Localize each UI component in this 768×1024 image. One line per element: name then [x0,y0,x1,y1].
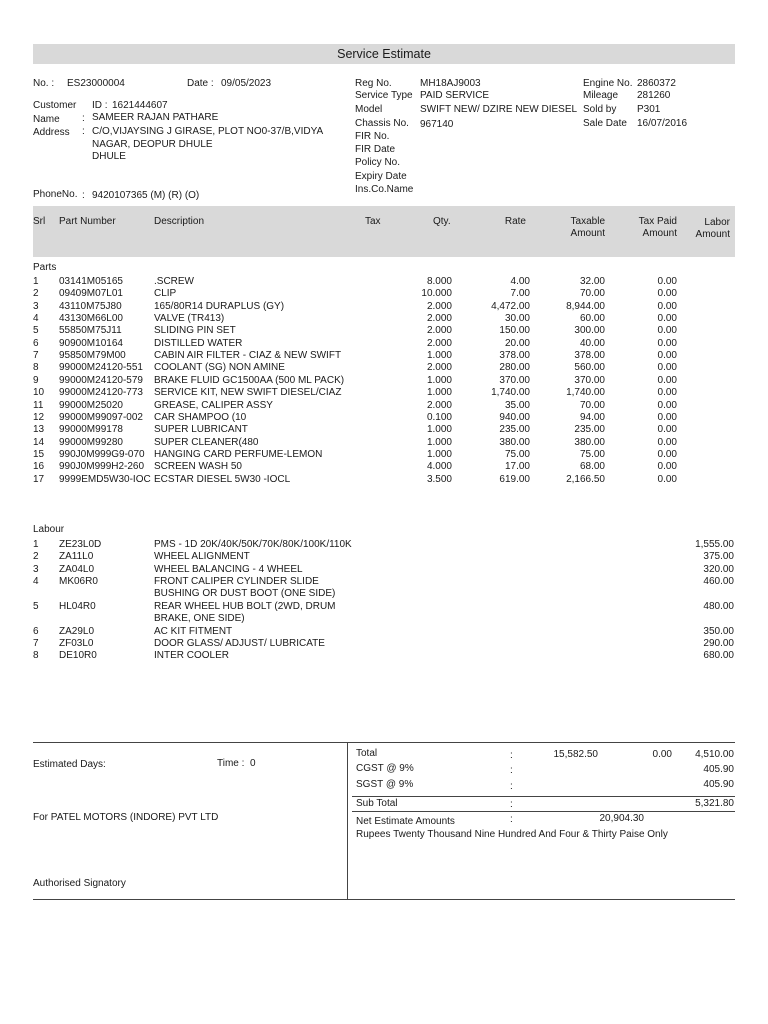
sale-date-label: Sale Date [583,118,627,129]
row-qty: 1.000 [426,374,452,386]
row-taxable: 40.00 [579,337,605,349]
customer-id-label: ID : [92,100,108,111]
row-taxable: 94.00 [579,411,605,423]
row-taxpaid: 0.00 [657,350,677,362]
row-taxpaid: 0.00 [657,461,677,473]
cgst-label: CGST @ 9% [356,763,414,774]
row-srl: 4 [33,576,39,587]
date-value: 09/05/2023 [221,78,272,89]
estimate-no-label: No. : [33,78,55,89]
table-row [0,338,768,350]
row-labor-amount: 290.00 [703,638,734,649]
phone-colon: : [82,190,85,201]
total-taxpaid: 0.00 [652,749,672,760]
total-label: Total [356,748,378,759]
row-part-number: 99000M99280 [59,436,123,448]
row-taxable: 75.00 [579,448,605,460]
row-taxpaid: 0.00 [657,313,677,325]
sgst-label: SGST @ 9% [356,779,414,790]
row-qty: 2.000 [426,300,452,312]
cgst-value: 405.90 [703,764,734,775]
labour-row [0,576,768,600]
table-row [0,424,768,436]
footer-bottom-rule [33,899,735,900]
row-taxable: 370.00 [574,374,605,386]
row-part-number: 95850M79M00 [59,350,126,362]
service-type-label: Service Type [355,90,413,101]
address-label: Address [33,127,70,138]
chassis-value: 967140 [420,119,454,130]
row-srl: 4 [33,313,39,325]
fir-no-label: FIR No. [355,131,390,142]
row-taxable: 560.00 [574,362,605,374]
row-description: SLIDING PIN SET [154,325,236,337]
row-part-number: 990J0M999H2-260 [59,461,145,473]
row-description: CAR SHAMPOO (10 [154,411,247,423]
row-srl: 14 [33,436,45,448]
row-rate: 4,472.00 [491,300,530,312]
time-value: 0 [250,758,256,769]
ins-co-label: Ins.Co.Name [355,184,414,195]
address-line-3: DHULE [92,151,126,162]
labour-row [0,638,768,650]
row-taxable: 32.00 [579,276,605,287]
row-srl: 9 [33,374,39,386]
col-taxpaid-2: Amount [642,228,677,239]
table-row [0,350,768,362]
row-taxpaid: 0.00 [657,288,677,300]
row-code: ZA11L0 [59,551,94,562]
row-labor-amount: 375.00 [703,551,734,562]
row-part-number: 990J0M999G9-070 [59,448,145,460]
row-taxable: 70.00 [579,399,605,411]
row-srl: 10 [33,387,45,399]
row-rate: 235.00 [499,424,530,436]
row-part-number: 03141M05165 [59,276,123,287]
labour-section-label: Labour [33,524,65,535]
table-row [0,437,768,449]
table-row [0,288,768,300]
row-qty: 2.000 [426,313,452,325]
row-rate: 4.00 [510,276,530,287]
row-taxpaid: 0.00 [657,399,677,411]
row-description: INTER COOLER [154,650,230,661]
row-taxable: 68.00 [579,461,605,473]
row-taxable: 70.00 [579,288,605,300]
row-rate: 17.00 [504,461,530,473]
time-label: Time : [217,758,245,769]
row-srl: 8 [33,362,39,374]
row-description: WHEEL ALIGNMENT [154,551,250,562]
row-taxpaid: 0.00 [657,473,677,485]
reg-no-value: MH18AJ9003 [420,78,481,89]
row-srl: 8 [33,650,39,661]
model-value: SWIFT NEW/ DZIRE NEW DIESEL [420,104,578,115]
row-rate: 75.00 [504,448,530,460]
row-rate: 378.00 [499,350,530,362]
customer-id-value: 1621444607 [112,100,168,111]
sgst-colon: : [510,781,513,792]
row-srl: 3 [33,564,39,575]
row-code: DE10R0 [59,650,97,661]
table-row [0,362,768,374]
row-description: SUPER LUBRICANT [154,424,248,436]
table-row [0,325,768,337]
row-description: CABIN AIR FILTER - CIAZ & NEW SWIFT [154,350,342,362]
row-description: CLIP [154,288,177,300]
phone-value: 9420107365 (M) (R) (O) [92,190,200,201]
footer-divider [347,742,348,900]
col-part-number: Part Number [59,216,116,227]
row-qty: 8.000 [426,276,452,287]
row-srl: 7 [33,638,39,649]
row-srl: 7 [33,350,39,362]
row-description-line-2: BRAKE, ONE SIDE) [154,613,245,624]
row-taxpaid: 0.00 [657,276,677,287]
address-colon: : [82,126,85,137]
labour-row [0,551,768,563]
row-part-number: 99000M24120-579 [59,374,143,386]
table-row [0,276,768,288]
row-part-number: 55850M75J11 [59,325,122,337]
subtotal-rule-top [352,796,735,797]
labour-row [0,650,768,662]
row-taxpaid: 0.00 [657,436,677,448]
col-taxable-2: Amount [570,228,605,239]
estimate-no-value: ES23000004 [67,78,125,89]
row-qty: 1.000 [426,436,452,448]
row-qty: 2.000 [426,337,452,349]
chassis-label: Chassis No. [355,118,409,129]
row-srl: 11 [33,399,44,411]
row-description: DISTILLED WATER [154,337,243,349]
col-description: Description [154,216,205,227]
row-qty: 4.000 [426,461,452,473]
mileage-value: 281260 [637,90,671,101]
customer-label: Customer [33,100,77,111]
row-taxable: 378.00 [574,350,605,362]
row-taxpaid: 0.00 [657,374,677,386]
table-row [0,474,768,486]
row-rate: 370.00 [499,374,530,386]
row-qty: 10.000 [421,288,452,300]
row-description: AC KIT FITMENT [154,626,233,637]
sale-date-value: 16/07/2016 [637,118,688,129]
service-type-value: PAID SERVICE [420,90,490,101]
address-line-1: C/O,VIJAYSING J GIRASE, PLOT NO0-37/B,VIDYA [92,126,324,137]
sgst-value: 405.90 [703,779,734,790]
col-taxpaid-1: Tax Paid [638,216,677,227]
row-srl: 13 [33,424,45,436]
row-srl: 17 [33,473,45,485]
row-srl: 2 [33,551,39,562]
subtotal-colon: : [510,799,513,810]
row-description: REAR WHEEL HUB BOLT (2WD, DRUM [154,601,336,612]
row-labor-amount: 480.00 [703,601,734,612]
row-description: .SCREW [154,276,194,287]
row-part-number: 9999EMD5W30-IOC [59,473,151,485]
row-part-number: 99000M99178 [59,424,123,436]
row-rate: 380.00 [499,436,530,448]
row-srl: 6 [33,337,39,349]
table-row [0,301,768,313]
sold-by-label: Sold by [583,104,617,115]
estimated-days-label: Estimated Days: [33,759,106,770]
row-taxable: 60.00 [579,313,605,325]
col-rate: Rate [504,216,526,227]
row-taxpaid: 0.00 [657,337,677,349]
row-description: ECSTAR DIESEL 5W30 -IOCL [154,473,291,485]
name-label: Name [33,114,60,125]
row-code: ZA29L0 [59,626,95,637]
row-srl: 6 [33,626,39,637]
row-part-number: 43110M75J80 [59,300,122,312]
row-rate: 940.00 [499,411,530,423]
cgst-colon: : [510,765,513,776]
row-rate: 7.00 [510,288,530,300]
authorised-signatory: Authorised Signatory [33,878,126,889]
row-code: ZF03L0 [59,638,94,649]
row-taxable: 8,944.00 [566,300,605,312]
row-rate: 280.00 [499,362,530,374]
row-part-number: 09409M07L01 [59,288,123,300]
row-srl: 1 [33,539,39,550]
net-estimate-colon: : [510,814,513,825]
row-code: MK06R0 [59,576,98,587]
table-row [0,461,768,473]
labour-row [0,601,768,625]
row-rate: 35.00 [504,399,530,411]
col-labor-2: Amount [695,229,730,240]
row-part-number: 99000M25020 [59,399,123,411]
row-qty: 0.100 [426,411,452,423]
row-rate: 1,740.00 [491,387,530,399]
expiry-date-label: Expiry Date [355,171,407,182]
row-description: WHEEL BALANCING - 4 WHEEL [154,564,303,575]
row-taxpaid: 0.00 [657,300,677,312]
net-estimate-label: Net Estimate Amounts [356,816,455,827]
phone-label: PhoneNo. [33,189,78,200]
row-qty: 1.000 [426,387,452,399]
total-colon: : [510,750,513,761]
row-qty: 1.000 [426,350,452,362]
model-label: Model [355,104,383,115]
table-row [0,313,768,325]
row-code: ZE23L0D [59,539,102,550]
subtotal-value: 5,321.80 [695,798,734,809]
row-description: HANGING CARD PERFUME-LEMON [154,448,323,460]
title-bar [33,44,735,64]
row-description: BRAKE FLUID GC1500AA (500 ML PACK) [154,374,345,386]
row-labor-amount: 350.00 [703,626,734,637]
row-part-number: 43130M66L00 [59,313,123,325]
subtotal-rule-bottom [352,811,735,812]
footer-top-rule [33,742,735,743]
row-taxpaid: 0.00 [657,448,677,460]
mileage-label: Mileage [583,90,619,101]
row-srl: 1 [33,276,39,287]
row-code: ZA04L0 [59,564,95,575]
table-row [0,412,768,424]
row-description: FRONT CALIPER CYLINDER SLIDE [154,576,319,587]
dealer-name: For PATEL MOTORS (INDORE) PVT LTD [33,812,219,823]
date-label: Date : [187,78,214,89]
engine-value: 2860372 [637,78,676,89]
engine-label: Engine No. [583,78,633,89]
row-srl: 2 [33,288,39,300]
col-labor-1: Labor [704,217,730,228]
row-qty: 2.000 [426,325,452,337]
table-row [0,449,768,461]
col-qty: Qty. [433,216,451,227]
parts-section-label: Parts [33,262,57,273]
row-taxable: 300.00 [574,325,605,337]
row-taxable: 380.00 [574,436,605,448]
customer-name: SAMEER RAJAN PATHARE [92,112,219,123]
row-srl: 12 [33,411,45,423]
total-taxable: 15,582.50 [553,749,598,760]
total-labor: 4,510.00 [695,749,734,760]
row-taxable: 235.00 [574,424,605,436]
document-title: Service Estimate [337,47,431,61]
row-description: SUPER CLEANER(480 [154,436,259,448]
row-taxpaid: 0.00 [657,387,677,399]
col-taxable-1: Taxable [570,216,605,227]
labour-row [0,564,768,576]
row-taxable: 2,166.50 [566,473,605,485]
row-qty: 3.500 [426,473,452,485]
row-description-line-2: BUSHING OR DUST BOOT (ONE SIDE) [154,588,336,599]
row-description: SCREEN WASH 50 [154,461,242,473]
row-description: COOLANT (SG) NON AMINE [154,362,285,374]
net-estimate-value: 20,904.30 [599,813,644,824]
row-code: HL04R0 [59,601,96,612]
row-part-number: 99000M24120-551 [59,362,143,374]
col-srl: Srl [33,216,46,227]
row-description: DOOR GLASS/ ADJUST/ LUBRICATE [154,638,325,649]
row-taxable: 1,740.00 [566,387,605,399]
row-labor-amount: 680.00 [703,650,734,661]
row-qty: 2.000 [426,362,452,374]
table-row [0,387,768,399]
row-srl: 5 [33,601,39,612]
row-part-number: 90900M10164 [59,337,123,349]
table-row [0,375,768,387]
table-row [0,400,768,412]
labour-row [0,539,768,551]
fir-date-label: FIR Date [355,144,396,155]
row-labor-amount: 460.00 [703,576,734,587]
labour-row [0,626,768,638]
row-qty: 1.000 [426,424,452,436]
row-srl: 3 [33,300,39,312]
col-tax: Tax [365,216,381,227]
row-rate: 619.00 [499,473,530,485]
row-qty: 2.000 [426,399,452,411]
row-srl: 5 [33,325,39,337]
row-srl: 15 [33,448,45,460]
row-taxpaid: 0.00 [657,424,677,436]
name-colon: : [82,113,85,124]
row-description: VALVE (TR413) [154,313,225,325]
row-description: GREASE, CALIPER ASSY [154,399,273,411]
row-part-number: 99000M24120-773 [59,387,143,399]
row-taxpaid: 0.00 [657,362,677,374]
subtotal-label: Sub Total [356,798,398,809]
row-taxpaid: 0.00 [657,325,677,337]
row-srl: 16 [33,461,45,473]
reg-no-label: Reg No. [355,78,392,89]
row-labor-amount: 320.00 [703,564,734,575]
policy-no-label: Policy No. [355,157,401,168]
row-qty: 1.000 [426,448,452,460]
amount-in-words: Rupees Twenty Thousand Nine Hundred And Four & Thirty Paise Only [356,829,668,840]
row-taxpaid: 0.00 [657,411,677,423]
sold-by-value: P301 [637,104,661,115]
row-rate: 150.00 [499,325,530,337]
row-part-number: 99000M99097-002 [59,411,143,423]
row-labor-amount: 1,555.00 [695,539,734,550]
row-rate: 20.00 [504,337,530,349]
address-line-2: NAGAR, DEOPUR DHULE [92,139,213,150]
row-rate: 30.00 [504,313,530,325]
row-description: SERVICE KIT, NEW SWIFT DIESEL/CIAZ [154,387,342,399]
row-description: 165/80R14 DURAPLUS (GY) [154,300,285,312]
row-description: PMS - 1D 20K/40K/50K/70K/80K/100K/110K [154,539,352,550]
